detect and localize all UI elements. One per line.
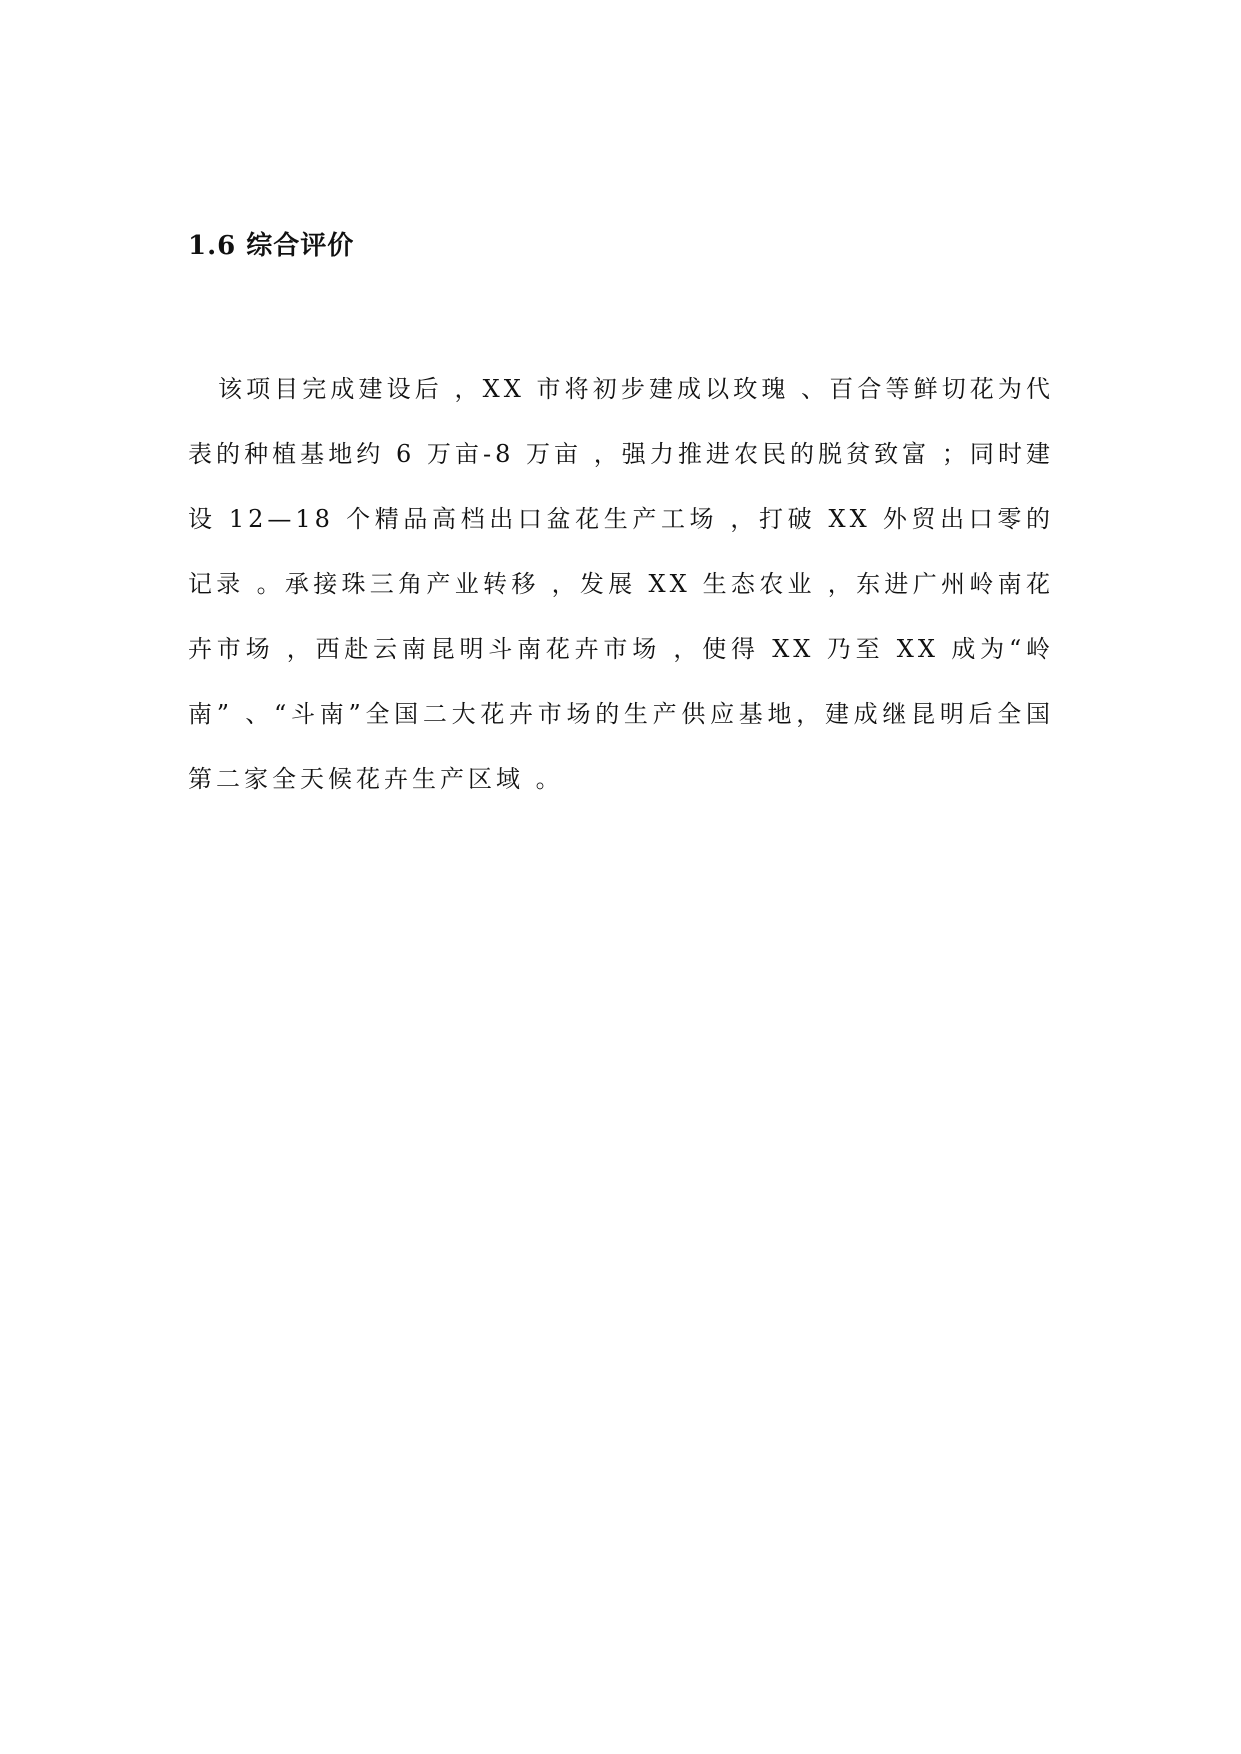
body-paragraph: 该项目完成建设后 ，XX 市将初步建成以玫瑰 、百合等鲜切花为代表的种植基地约 6 万亩-8 万亩 ，强力推进农民的脱贫致富 ；同时建设 12—18 个精品高档出口盆花生产工场 ，打破 XX 外贸出口零的记录 。承接珠三角产业转移 ，发展 XX 生态农业 ，东进广州岭南花卉市场 ，西赴云南昆明斗南花卉市场 ，使得 XX 乃至 XX 成为“岭南” 、“斗南”全国二大花卉市场的生产供应基地，建成继昆明后全国第二家全天候花卉生产区域 。 (188, 375, 1054, 793)
section-heading: 1.6 综合评价 (188, 231, 355, 261)
